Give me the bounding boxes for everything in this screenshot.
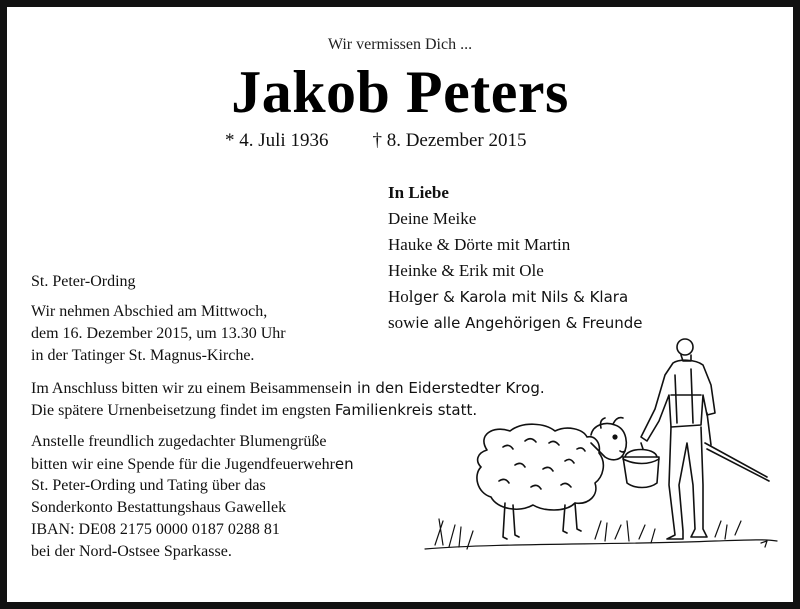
family-line: Deine Meike — [388, 209, 477, 228]
life-dates — [225, 130, 527, 152]
donation-line: St. Peter-Ording und Tating über das — [31, 477, 266, 494]
sheep-icon — [477, 418, 626, 539]
donation-line: Anstelle freundlich zugedachter Blumengrüße — [31, 433, 327, 450]
urn-line: Die spätere Urnenbeisetzung findet im engsten Familienkreis statt. — [31, 401, 478, 419]
farewell-line: Wir nehmen Abschied am Mittwoch, — [31, 303, 268, 320]
bucket-icon — [623, 443, 659, 488]
intro-line: Wir vermissen Dich ... — [327, 36, 473, 53]
gathering-line: Im Anschluss bitten wir zu einem Beisammensein in den Eiderstedter Krog. — [31, 379, 545, 397]
family-line: Hauke & Dörte mit Martin — [388, 235, 571, 254]
shepherd-icon — [641, 339, 769, 539]
family-line: Holger & Karola mit Nils & Klara — [388, 287, 629, 306]
donation-line: bei der Nord-Ostsee Sparkasse. — [31, 543, 232, 560]
death-date: † 8. Dezember 2015 — [372, 130, 527, 151]
deceased-name: Jakob Peters — [231, 59, 569, 125]
family-line: Heinke & Erik mit Ole — [388, 261, 544, 280]
shepherd-sheep-illustration — [415, 325, 785, 570]
place-line: St. Peter-Ording — [31, 273, 136, 290]
farewell-line: in der Tatinger St. Magnus-Kirche. — [31, 347, 255, 364]
donation-line: Sonderkonto Bestattungshaus Gawellek — [31, 499, 287, 516]
farewell-line: dem 16. Dezember 2015, um 13.30 Uhr — [31, 325, 286, 342]
birth-date: * 4. Juli 1936 — [225, 130, 329, 151]
grass-ground — [425, 519, 777, 549]
family-line: sowie alle Angehörigen & Freunde — [388, 313, 643, 332]
family-heading: In Liebe — [388, 183, 449, 202]
donation-line: bitten wir eine Spende für die Jugendfeuerwehren — [31, 455, 354, 473]
donation-line: IBAN: DE08 2175 0000 0187 0288 81 — [31, 521, 280, 538]
